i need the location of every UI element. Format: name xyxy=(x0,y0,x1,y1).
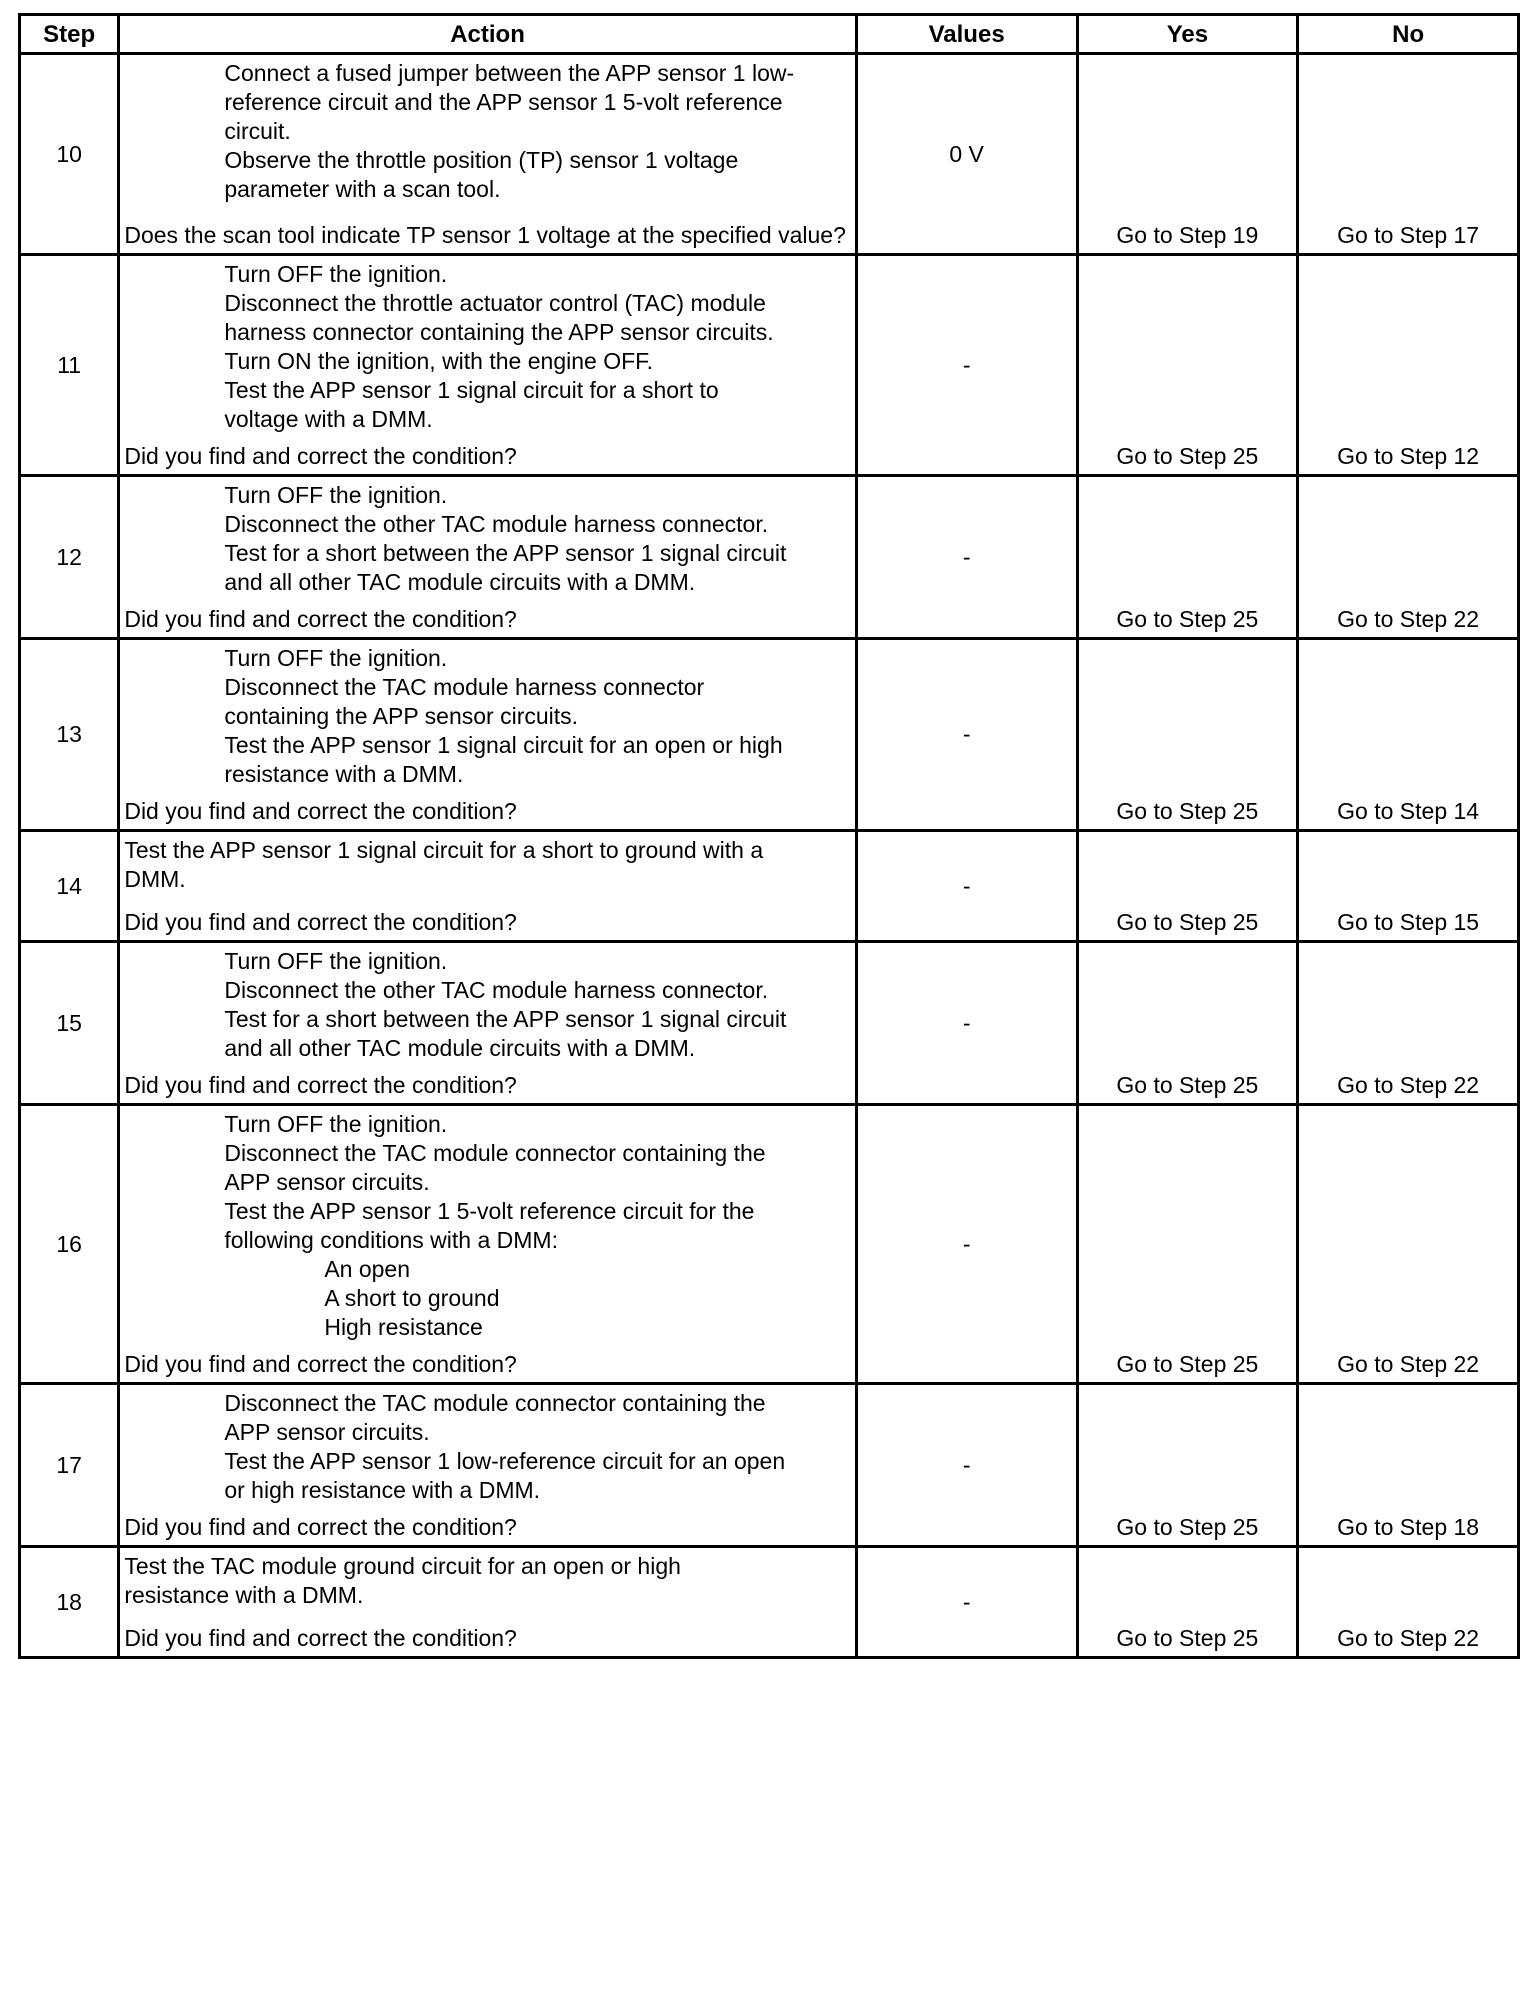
step-number: 14 xyxy=(20,831,119,942)
action-question: Does the scan tool indicate TP sensor 1 voltage at the specified value? xyxy=(124,222,846,248)
action-question: Did you find and correct the condition? xyxy=(124,909,517,935)
action-steps xyxy=(124,836,846,894)
action-substep-line: circuit. xyxy=(224,118,291,144)
action-question: Did you find and correct the condition? xyxy=(124,1625,517,1651)
action-steps xyxy=(124,1389,846,1505)
no-result: Go to Step 22 xyxy=(1298,1547,1519,1658)
action-cell xyxy=(119,54,856,255)
values-cell: - xyxy=(856,639,1077,831)
action-substep-line: Turn OFF the ignition. xyxy=(224,1111,448,1137)
action-steps xyxy=(124,59,846,204)
action-content xyxy=(120,55,854,253)
table-row xyxy=(20,831,1519,942)
action-substep-line: Connect a fused jumper between the APP sensor 1 low- xyxy=(224,60,795,86)
action-cell xyxy=(119,1547,856,1658)
action-substep-line: and all other TAC module circuits with a DMM. xyxy=(224,569,696,595)
action-cell xyxy=(119,255,856,476)
action-content xyxy=(120,640,854,829)
action-content xyxy=(120,1385,854,1545)
action-substep-line: parameter with a scan tool. xyxy=(224,176,501,202)
table-body xyxy=(20,54,1519,1658)
no-result: Go to Step 12 xyxy=(1298,255,1519,476)
action-substep-line: Turn OFF the ignition. xyxy=(224,948,448,974)
action-cell xyxy=(119,1105,856,1384)
action-text-line: resistance with a DMM. xyxy=(124,1582,364,1608)
action-text-line: Test the APP sensor 1 signal circuit for a short to ground with a xyxy=(124,837,764,863)
table-row xyxy=(20,255,1519,476)
action-substep-line: reference circuit and the APP sensor 1 5-volt reference xyxy=(224,89,783,115)
header-action: Action xyxy=(119,15,856,54)
table-row xyxy=(20,54,1519,255)
step-number: 17 xyxy=(20,1384,119,1547)
action-question: Did you find and correct the condition? xyxy=(124,606,517,632)
action-substep-line: voltage with a DMM. xyxy=(224,406,433,432)
action-substep-line: APP sensor circuits. xyxy=(224,1419,430,1445)
yes-result: Go to Step 25 xyxy=(1077,831,1298,942)
action-steps xyxy=(124,481,846,597)
action-substep-line: Observe the throttle position (TP) sensor 1 voltage xyxy=(224,147,739,173)
diagnostic-table xyxy=(18,13,1520,1659)
table-row xyxy=(20,1105,1519,1384)
step-number: 18 xyxy=(20,1547,119,1658)
action-substep-line: or high resistance with a DMM. xyxy=(224,1477,541,1503)
step-number: 16 xyxy=(20,1105,119,1384)
action-condition-line: High resistance xyxy=(324,1314,483,1340)
action-substep-line: Disconnect the other TAC module harness connector. xyxy=(224,977,769,1003)
header-no: No xyxy=(1298,15,1519,54)
action-substep-line: resistance with a DMM. xyxy=(224,761,464,787)
header-yes: Yes xyxy=(1077,15,1298,54)
action-substep-line: Disconnect the throttle actuator control (TAC) module xyxy=(224,290,766,316)
action-content xyxy=(120,477,854,637)
action-text-line: DMM. xyxy=(124,866,186,892)
action-cell xyxy=(119,831,856,942)
action-substep-line: APP sensor circuits. xyxy=(224,1169,430,1195)
action-condition-line: A short to ground xyxy=(324,1285,500,1311)
action-substep-line: Turn OFF the ignition. xyxy=(224,645,448,671)
yes-result: Go to Step 25 xyxy=(1077,942,1298,1105)
values-cell: - xyxy=(856,831,1077,942)
step-number: 12 xyxy=(20,476,119,639)
action-substep-line: Disconnect the other TAC module harness connector. xyxy=(224,511,769,537)
action-substep-line: Turn OFF the ignition. xyxy=(224,482,448,508)
values-cell: - xyxy=(856,1547,1077,1658)
values-cell: - xyxy=(856,1384,1077,1547)
action-content xyxy=(120,1548,854,1656)
table-row xyxy=(20,942,1519,1105)
action-steps xyxy=(124,260,846,434)
action-substep-line: Disconnect the TAC module harness connector xyxy=(224,674,705,700)
table-row xyxy=(20,639,1519,831)
action-cell xyxy=(119,639,856,831)
action-steps xyxy=(124,644,846,789)
header-row xyxy=(20,15,1519,54)
step-number: 15 xyxy=(20,942,119,1105)
action-substep-line: Test the APP sensor 1 signal circuit for a short to xyxy=(224,377,719,403)
action-substep-line: Turn OFF the ignition. xyxy=(224,261,448,287)
action-cell xyxy=(119,942,856,1105)
action-substep-line: Disconnect the TAC module connector containing the xyxy=(224,1390,766,1416)
action-content xyxy=(120,1106,854,1382)
table-row xyxy=(20,1384,1519,1547)
action-question: Did you find and correct the condition? xyxy=(124,1514,517,1540)
action-substep-line: Test the APP sensor 1 low-reference circuit for an open xyxy=(224,1448,786,1474)
values-cell: - xyxy=(856,942,1077,1105)
action-steps xyxy=(124,1552,846,1610)
yes-result: Go to Step 25 xyxy=(1077,476,1298,639)
values-cell: - xyxy=(856,476,1077,639)
step-number: 13 xyxy=(20,639,119,831)
action-substep-line: Test the APP sensor 1 signal circuit for an open or high xyxy=(224,732,783,758)
action-steps xyxy=(124,1110,846,1342)
header-values: Values xyxy=(856,15,1077,54)
yes-result: Go to Step 25 xyxy=(1077,1105,1298,1384)
header-step: Step xyxy=(20,15,119,54)
table-row xyxy=(20,476,1519,639)
table-row xyxy=(20,1547,1519,1658)
action-question: Did you find and correct the condition? xyxy=(124,1072,517,1098)
action-substep-line: Test for a short between the APP sensor 1 signal circuit xyxy=(224,540,787,566)
no-result: Go to Step 14 xyxy=(1298,639,1519,831)
action-question: Did you find and correct the condition? xyxy=(124,443,517,469)
action-content xyxy=(120,943,854,1103)
action-cell xyxy=(119,476,856,639)
action-steps xyxy=(124,947,846,1063)
no-result: Go to Step 22 xyxy=(1298,942,1519,1105)
action-question: Did you find and correct the condition? xyxy=(124,798,517,824)
action-text-line: Test the TAC module ground circuit for an open or high xyxy=(124,1553,681,1579)
no-result: Go to Step 18 xyxy=(1298,1384,1519,1547)
action-content xyxy=(120,256,854,474)
yes-result: Go to Step 25 xyxy=(1077,255,1298,476)
action-condition-line: An open xyxy=(324,1256,411,1282)
values-cell: - xyxy=(856,1105,1077,1384)
action-substep-line: Turn ON the ignition, with the engine OFF. xyxy=(224,348,654,374)
no-result: Go to Step 15 xyxy=(1298,831,1519,942)
action-content xyxy=(120,832,854,940)
action-substep-line: Disconnect the TAC module connector containing the xyxy=(224,1140,766,1166)
action-substep-line: harness connector containing the APP sensor circuits. xyxy=(224,319,774,345)
yes-result: Go to Step 19 xyxy=(1077,54,1298,255)
values-cell: - xyxy=(856,255,1077,476)
action-question: Did you find and correct the condition? xyxy=(124,1351,517,1377)
action-substep-line: and all other TAC module circuits with a DMM. xyxy=(224,1035,696,1061)
action-cell xyxy=(119,1384,856,1547)
step-number: 10 xyxy=(20,54,119,255)
no-result: Go to Step 22 xyxy=(1298,1105,1519,1384)
action-substep-line: Test for a short between the APP sensor 1 signal circuit xyxy=(224,1006,787,1032)
yes-result: Go to Step 25 xyxy=(1077,639,1298,831)
no-result: Go to Step 22 xyxy=(1298,476,1519,639)
action-substep-line: containing the APP sensor circuits. xyxy=(224,703,579,729)
yes-result: Go to Step 25 xyxy=(1077,1384,1298,1547)
action-substep-line: Test the APP sensor 1 5-volt reference circuit for the xyxy=(224,1198,755,1224)
no-result: Go to Step 17 xyxy=(1298,54,1519,255)
action-substep-line: following conditions with a DMM: xyxy=(224,1227,558,1253)
step-number: 11 xyxy=(20,255,119,476)
yes-result: Go to Step 25 xyxy=(1077,1547,1298,1658)
values-cell: 0 V xyxy=(856,54,1077,255)
